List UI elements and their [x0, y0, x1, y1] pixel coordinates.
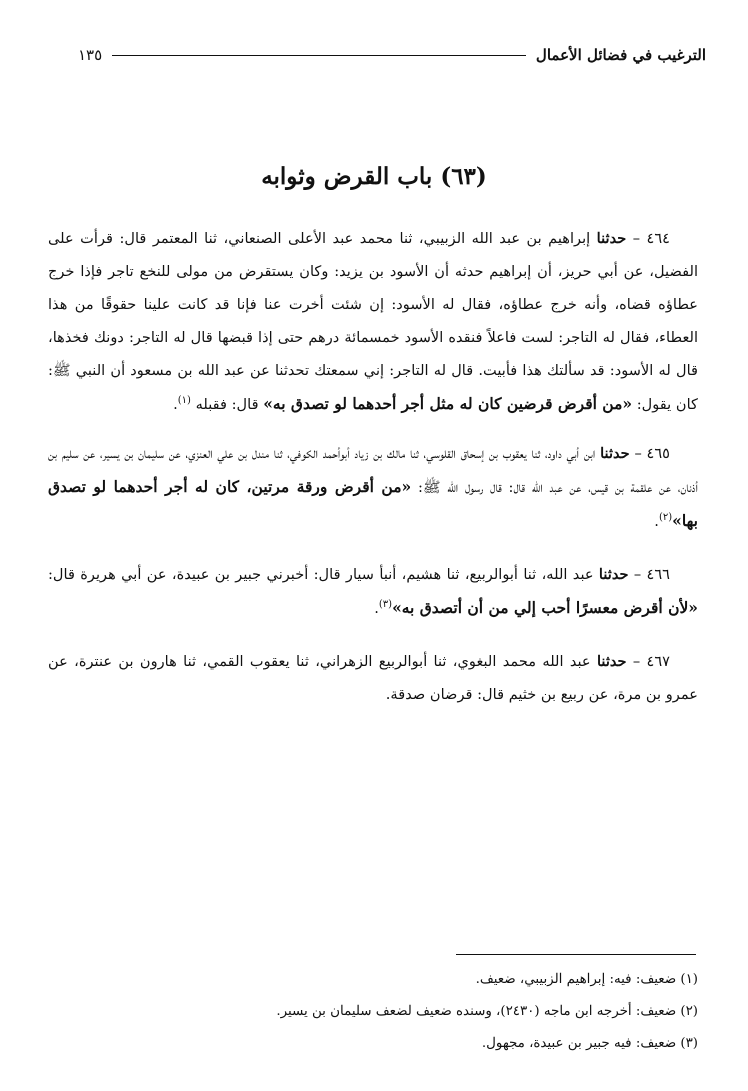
footnote-ref: (١) — [177, 395, 191, 407]
chain-lead: حدثنا — [600, 445, 630, 462]
chain-lead: حدثنا — [598, 566, 629, 583]
footnote: (٣) ضعيف: فيه جبير بن عبيدة، مجهول. — [481, 1036, 698, 1051]
hadith-paragraph: ٤٦٦ – حدثنا عبد الله، ثنا أبوالربيع، ثنا هشيم، أنبأ سيار قال: أخبرني جبير بن عبيدة، عن أبي هريرة قال: «لأن أقرض معسرًا أحب إلي من أن أتصدق به»$^{(٣)}$. — [48, 566, 698, 617]
chain-text: عبد الله محمد البغوي، ثنا أبوالربيع الزهراني، ثنا يعقوب القمي، ثنا هارون بن عنترة، عن عمرو بن مرة، عن ربيع بن خثيم قال: قرضان صدقة. — [48, 653, 698, 703]
running-header — [78, 38, 706, 72]
footnote-ref: (٣) — [378, 599, 393, 611]
hadith-text: «لأن أقرض معسرًا أحب إلي من أن أتصدق به» — [392, 598, 698, 617]
chain-lead: حدثنا — [596, 653, 627, 670]
hadith-number: ٤٦٧ — [646, 653, 671, 670]
book-title: الترغيب في فضائل الأعمال — [535, 46, 706, 64]
chain-text: عبد الله، ثنا أبوالربيع، ثنا هشيم، أنبأ سيار قال: أخبرني جبير بن عبيدة، عن أبي هريرة قال: — [48, 566, 594, 583]
footnote: (٢) ضعيف: أخرجه ابن ماجه (٢٤٣٠)، وسنده ضعيف لضعف سليمان بن يسير. — [276, 1004, 698, 1019]
hadith-after: قال: فقبله — [195, 396, 259, 413]
footnote: (١) ضعيف: فيه: إبراهيم الزبيبي، ضعيف. — [475, 972, 698, 987]
paragraph-end: . — [173, 396, 178, 413]
chain-text: ابن أبي داود، ثنا يعقوب بن إسحاق القلوسي، ثنا مالك بن زياد أبوأحمد الكوفي، ثنا مندل بن علي العنزي، عن سليمان بن يسير، عن سليم بن أذنان، عن علقمة بن قيس، عن عبد الله قال: قال رسول الله ﷺ: — [48, 445, 699, 496]
page-number: ١٣٥ — [78, 46, 103, 64]
chain-lead: حدثنا — [596, 230, 627, 247]
hadith-paragraph: ٤٦٤ – حدثنا إبراهيم بن عبد الله الزبيبي، ثنا محمد عبد الأعلى الصنعاني، ثنا المعتمر قال: قرأت على الفضيل، عن أبي حريز، أن إبراهيم حدثه أن الأسود بن يزيد: وكان يستقرض من مولى للنخع تاجر فإذا خرج عطاؤه قضاه، وأنه خرج عطاؤه، فقال له الأسود: إن شئت أخرت عنا فإنا قد كانت علينا حقوقًا من هذا العطاء، فقال له التاجر: لست فاعلاً فنقده الأسود خمسمائة درهم حتى إذا قبضها قال له التاجر: دونك فخذها، قال له الأسود: قد سألتك هذا فأبيت. قال له التاجر: إني سمعتك تحدثنا عن عبد الله بن مسعود أن النبي ﷺ: كان يقول: «من أقرض قرضين كان له مثل أجر أحدهما لو تصدق به» قال: فقبله $^{(١)}$. — [48, 230, 698, 413]
paragraph-end: . — [654, 513, 659, 530]
hadith-text: «من أقرض قرضين كان له مثل أجر أحدهما لو تصدق به» — [263, 394, 633, 413]
chapter-title: (٦٣) باب القرض وثوابه — [261, 163, 487, 190]
hadith-paragraph: ٤٦٧ – حدثنا عبد الله محمد البغوي، ثنا أبوالربيع الزهراني، ثنا يعقوب القمي، ثنا هارون بن عنترة، عن عمرو بن مرة، عن ربيع بن خثيم قال: قرضان صدقة. — [48, 653, 698, 703]
hadith-paragraph: ٤٦٥ – حدثنا ابن أبي داود، ثنا يعقوب بن إسحاق القلوسي، ثنا مالك بن زياد أبوأحمد الكوفي، ثنا مندل بن علي العنزي، عن سليمان بن يسير، عن سليم بن أذنان، عن علقمة بن قيس، عن عبد الله قال: قال رسول الله ﷺ: «من أقرض ورقة مرتين، كان له أجر أحدهما لو تصدق بها»$^{(٢)}$. — [48, 445, 699, 530]
footnotes — [48, 964, 698, 1060]
hadith-text: «من أقرض ورقة مرتين، كان له أجر أحدهما لو تصدق بها» — [48, 477, 698, 530]
hadith-number: ٤٦٦ — [646, 566, 670, 583]
chain-text: إبراهيم بن عبد الله الزبيبي، ثنا محمد عبد الأعلى الصنعاني، ثنا المعتمر قال: قرأت على الفضيل، عن أبي حريز، أن إبراهيم حدثه أن الأسود بن يزيد: وكان يستقرض من مولى للنخع تاجر فإذا خرج عطاؤه قضاه، وأنه خرج عطاؤه، فقال له الأسود: إن شئت أخرت عنا فإنا قد كانت علينا حقوقًا من هذا العطاء، فقال له التاجر: لست فاعلاً فنقده الأسود خمسمائة درهم حتى إذا قبضها قال له التاجر: دونك فخذها، قال له الأسود: قد سألتك هذا فأبيت. قال له التاجر: إني سمعتك تحدثنا عن عبد الله بن مسعود أن النبي ﷺ: كان يقول: — [48, 230, 698, 413]
footnote-ref: (٢) — [658, 512, 673, 524]
hadith-number: ٤٦٤ — [646, 230, 670, 247]
hadith-number: ٤٦٥ — [646, 445, 671, 462]
main-text — [48, 222, 698, 731]
header-rule — [112, 55, 526, 56]
paragraph-end: . — [374, 600, 379, 617]
footnote-rule — [456, 954, 696, 955]
